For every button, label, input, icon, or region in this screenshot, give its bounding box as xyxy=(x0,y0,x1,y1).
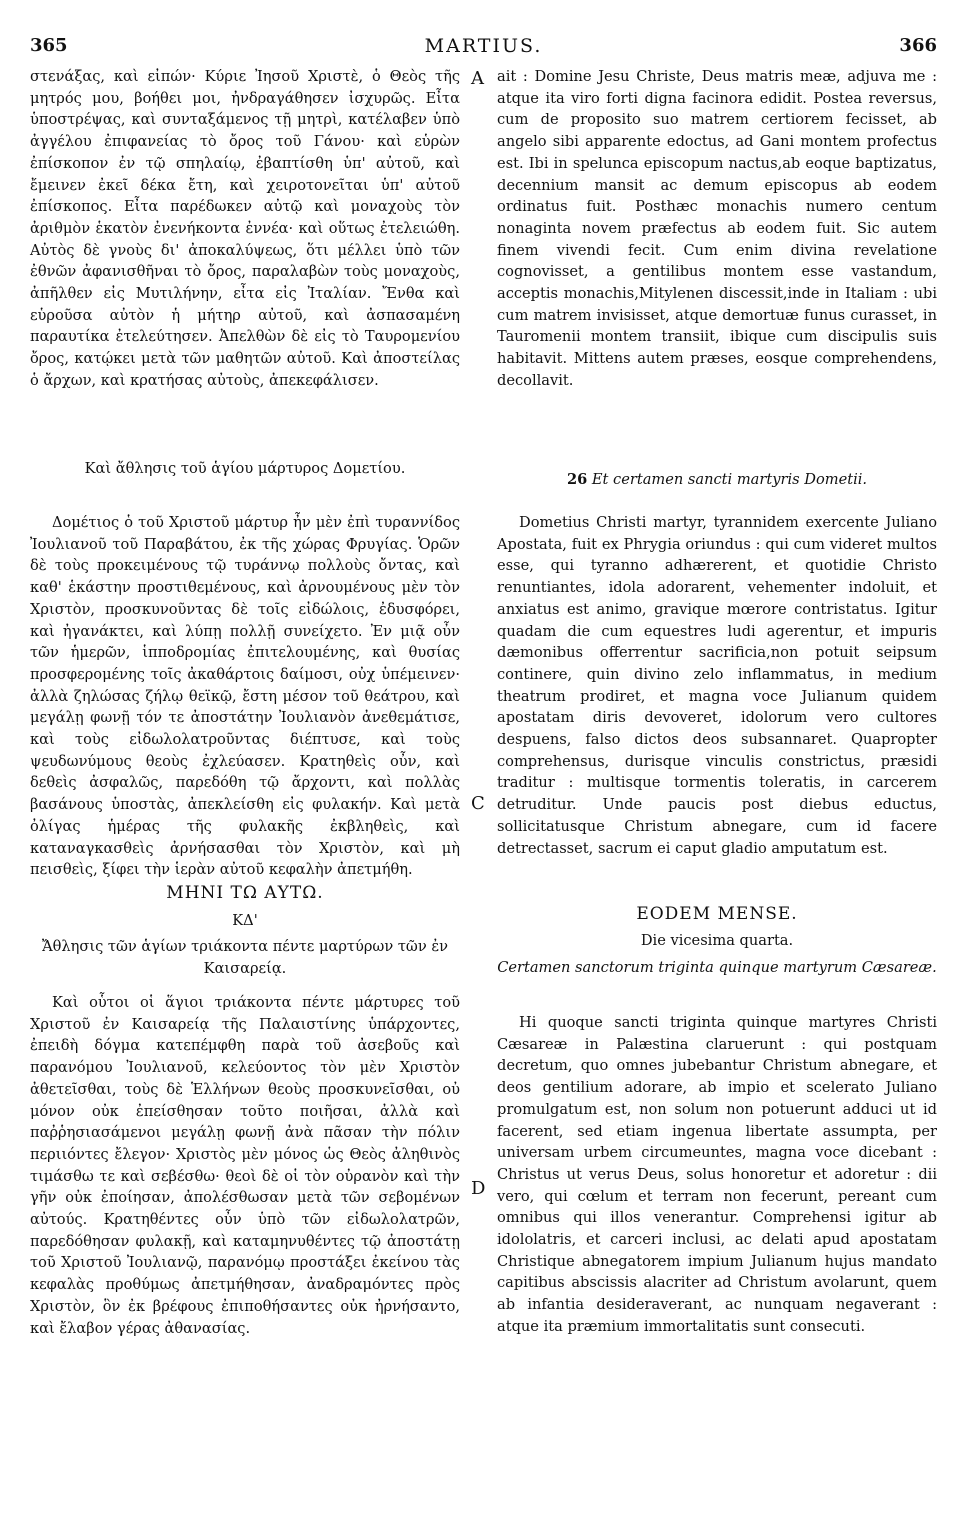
greek-heading-dometius: Καὶ ἄθλησις τοῦ ἁγίου μάρτυρος Δομετίου. xyxy=(84,460,406,477)
latin-paragraph-3: Hi quoque sancti triginta quinque martyres Christi Cæsareæ in Palæstina claruerunt : qui postquam decretum, quo omnes jubebantur Christum abnegare, et deos gentilium adorare, ab impio et scelerato Juliano promulgatum est, non solum non potuerunt adduci ut id facerent, sed etiam ingenua libertate assumpta, per universam urbem circumeuntes, magna voce dicebant : Christus ut verus Deus, solus honoretur et adoretur : dii vero, qui cœlum et terram non fecerunt, pereant cum omnibus qui illos venerantur. Comprehensi igitur ab idololatris, et carceri inclusi, ac delati apud apostatam Christique abnegatorem impium Julianum hujus mandato capitibus abscissis alacriter ad Christum avolarunt, quem ab infantia desideraverant, ac nunquam negaverant : atque ita præmium immortalitatis sunt consecuti. xyxy=(497,1014,937,1335)
latin-paragraph-1: ait : Domine Jesu Christe, Deus matris meæ, adjuva me : atque ita viro forti digna facinora edidit. Postea reversus, cum de proposito suo matrem certiorem fecisset, ab angelo sibi apparente edoctus, ad Gani montem profectus est. Ibi in spelunca episcopum nactus,ab eoque baptizatus, decennium mansit ac demum episcopus ab eodem ordinatus fuit. Posthæc monachis numero centum nonaginta novem præfectus ab eodem fuit. Sic autem finem vivendi fecit. Cum enim divina revelatione cognovisset, a gentilibus montem esse vastandum, acceptis monachis,Mitylenen discessit,inde in Italiam : ubi cum matrem invisisset, atque demortuæ funus curasset, in Tauromenii montem transiit, ibique cum discipulis suis habitavit. Mittens autem præses, eosque comprehendens, decollavit. xyxy=(497,68,937,389)
latin-heading-dometius-text: Et certamen sancti martyris Dometii. xyxy=(591,471,868,488)
running-head xyxy=(30,35,937,57)
running-title: MARTIUS. xyxy=(424,35,543,57)
greek-heading-martyrs: Ἄθλησις τῶν ἁγίων τριάκοντα πέντε μαρτύρων τῶν ἐν Καισαρείᾳ. xyxy=(41,938,449,977)
latin-heading-dometius xyxy=(497,469,937,491)
greek-paragraph-2: Δομέτιος ὁ τοῦ Χριστοῦ μάρτυρ ἦν μὲν ἐπὶ τυραννίδος Ἰουλιανοῦ τοῦ Παραβάτου, ἐκ τῆς χώρας Φρυγίας. Ὁρῶν δὲ τοὺς προκειμένους τῷ τυράννῳ πολλοὺς ὄντας, καὶ καθ' ἑκάστην προστιθεμένους, καὶ ἀρνουμένους μὲν τὸν Χριστὸν, προσκυνοῦντας δὲ τοῖς εἰδώλοις, ἐδυσφόρει, καὶ ἠγανάκτει, καὶ λύπῃ πολλῇ συνείχετο. Ἐν μιᾷ οὖν τῶν ἡμερῶν, ἱπποδρομίας ἐπιτελουμένης, καὶ θυσίας προσφερομένης τοῖς ἀκαθάρτοις δαίμοσι, οὐχ ὑπέμεινεν· ἀλλὰ ζηλώσας ζήλῳ θεϊκῷ, ἔστη μέσον τοῦ θεάτρου, καὶ μεγάλῃ φωνῇ τόν τε ἀποστάτην Ἰουλιανὸν ἀνεθεμάτισε, καὶ τοὺς εἰδωλολατροῦντας διέπτυσε, καὶ τοὺς ψευδωνύμους θεοὺς ἐχλεύασεν. Κρατηθεὶς οὖν, καὶ δεθεὶς ἀσφαλῶς, παρεδόθη τῷ ἄρχοντι, καὶ πολλὰς βασάνους ὑποστὰς, ἀπεκλείσθη εἰς φυλακήν. Καὶ μετὰ ὀλίγας ἡμέρας τῆς φυλακῆς ἐκβληθεὶς, καὶ καταναγκασθεὶς ἀρνήσασθαι τὸν Χριστὸν, καὶ μὴ πεισθεὶς, ξίφει τὴν ἱερὰν αὐτοῦ κεφαλὴν ἀπετμήθη. xyxy=(30,514,460,879)
latin-paragraph-2: Dometius Christi martyr, tyrannidem exercente Juliano Apostata, fuit ex Phrygia oriundus : qui cum videret multos esse, qui tyranno adhærerent, et quotidie Christo renuntiantes, idola adorarent, vehementer indoluit, et anxiatus est animo, gravique mœrore contristatus. Igitur quadam die cum equestres ludi agerentur, et impuris dæmonibus offerrentur sacrificia,non potuit seipsum continere, quin divino zelo inflammatus, in medium theatrum prodiret, et magna voce Julianum quidem apostatam diris devoveret, idolorum vero cultores despuens, falso dictos deos subsannaret. Quapropter comprehensus, durisque vinculis constrictus, præsidi traditur : multisque tormentis toleratis, in carcerem detruditur. Unde paucis post diebus eductus, sollicitatusque Christum abnegare, cum id facere detrectasset, sacrum ei caput gladio amputatum est. xyxy=(497,514,937,857)
latin-heading-month: EODEM MENSE. xyxy=(636,904,798,924)
greek-heading-month: ΜΗΝΙ ΤΩ ΑΥΤΩ. xyxy=(166,883,324,903)
margin-letter-c: C xyxy=(471,793,485,814)
greek-paragraph-1: στενάξας, καὶ εἰπών· Κύριε Ἰησοῦ Χριστὲ, ὁ Θεὸς τῆς μητρός μου, βοήθει μοι, ἠνδραγάθησεν ἰσχυρῶς. Εἶτα ὑποστρέψας, καὶ συνταξάμενος τῇ μητρὶ, κατέλαβεν ὑπὸ ἀγγέλου ἐπιφανείας τὸ ὄρος τοῦ Γάνου· καὶ εὑρὼν ἐπίσκοπον ἐν τῷ σπηλαίῳ, ἐβαπτίσθη ὑπ' αὐτοῦ, καὶ ἔμεινεν ἐκεῖ δέκα ἔτη, καὶ χειροτονεῖται ὑπ' αὐτοῦ ἐπίσκοπος. Εἶτα παρέδωκεν αὐτῷ καὶ μοναχοὺς τὸν ἀριθμὸν ἑκατὸν ἐνενήκοντα ἐννέα· καὶ οὕτως ἐτελειώθη. Αὐτὸς δὲ γνοὺς δι' ἀποκαλύψεως, ὅτι μέλλει ὑπὸ τῶν ἐθνῶν ἀφανισθῆναι τὸ ὄρος, παραλαβὼν τοὺς μοναχοὺς, ἀπῆλθεν εἰς Μυτιλήνην, εἶτα εἰς Ἰταλίαν. Ἔνθα καὶ εὑροῦσα αὐτὸν ἡ μήτηρ αὐτοῦ, καὶ ἀσπασαμένη παραυτίκα ἐτελεύτησεν. Ἀπελθὼν δὲ εἰς τὸ Ταυρομενίου ὄρος, κατῴκει μετὰ τῶν μαθητῶν αὐτοῦ. Καὶ ἀποστείλας ὁ ἄρχων, καὶ κρατήσας αὐτοὺς, ἀπεκεφάλισεν. xyxy=(30,68,460,389)
page-number-right: 366 xyxy=(899,35,937,56)
margin-letter-a: A xyxy=(471,68,484,89)
greek-heading-day: ΚΔ' xyxy=(232,912,258,929)
greek-paragraph-3: Καὶ οὗτοι οἱ ἅγιοι τριάκοντα πέντε μάρτυρες τοῦ Χριστοῦ ἐν Καισαρείᾳ τῆς Παλαιστίνης ὑπάρχοντες, ἐπειδὴ δόγμα κατεπέμφθη παρὰ τοῦ ἀσεβοῦς καὶ παρανόμου Ἰουλιανοῦ, κελεύοντος τὸν μὲν Χριστὸν ἀθετεῖσθαι, τοὺς δὲ Ἑλλήνων θεοὺς προσκυνεῖσθαι, οὐ μόνον οὐκ ἐπείσθησαν τοῦτο ποιῆσαι, ἀλλὰ καὶ παῤῥησιασάμενοι μεγάλῃ φωνῇ ἀνὰ πᾶσαν τὴν πόλιν περιιόντες ἔλεγον· Χριστὸς μὲν μόνος ὡς Θεὸς ἀληθινὸς τιμάσθω τε καὶ σεβέσθω· θεοὶ δὲ οἱ τὸν οὐρανὸν καὶ τὴν γῆν οὐκ ἐποίησαν, ἀπολέσθωσαν μετὰ τῶν σεβομένων αὐτούς. Κρατηθέντες οὖν ὑπὸ τῶν εἰδωλολατρῶν, παρεδόθησαν φυλακῇ, καὶ καταμηνυθέντες τῷ ἀποστάτῃ τοῦ Χριστοῦ Ἰουλιανῷ, παρανόμῳ προστάξει ἐκείνου τὰς κεφαλὰς προθύμως ἀπετμήθησαν, ἀναδραμόντες πρὸς Χριστὸν, ὃν ἐκ βρέφους ἐπιποθήσαντες οὐκ ἠρνήσαντο, καὶ ἔλαβον γέρας ἀθανασίας. xyxy=(30,994,460,1337)
margin-letter-d: D xyxy=(471,1178,486,1199)
section-number: 26 xyxy=(566,471,588,488)
page-number-left: 365 xyxy=(30,35,68,56)
latin-heading-day: Die vicesima quarta. xyxy=(640,932,794,949)
latin-heading-martyrs: Certamen sanctorum triginta quinque martyrum Cæsareæ. xyxy=(497,959,937,976)
